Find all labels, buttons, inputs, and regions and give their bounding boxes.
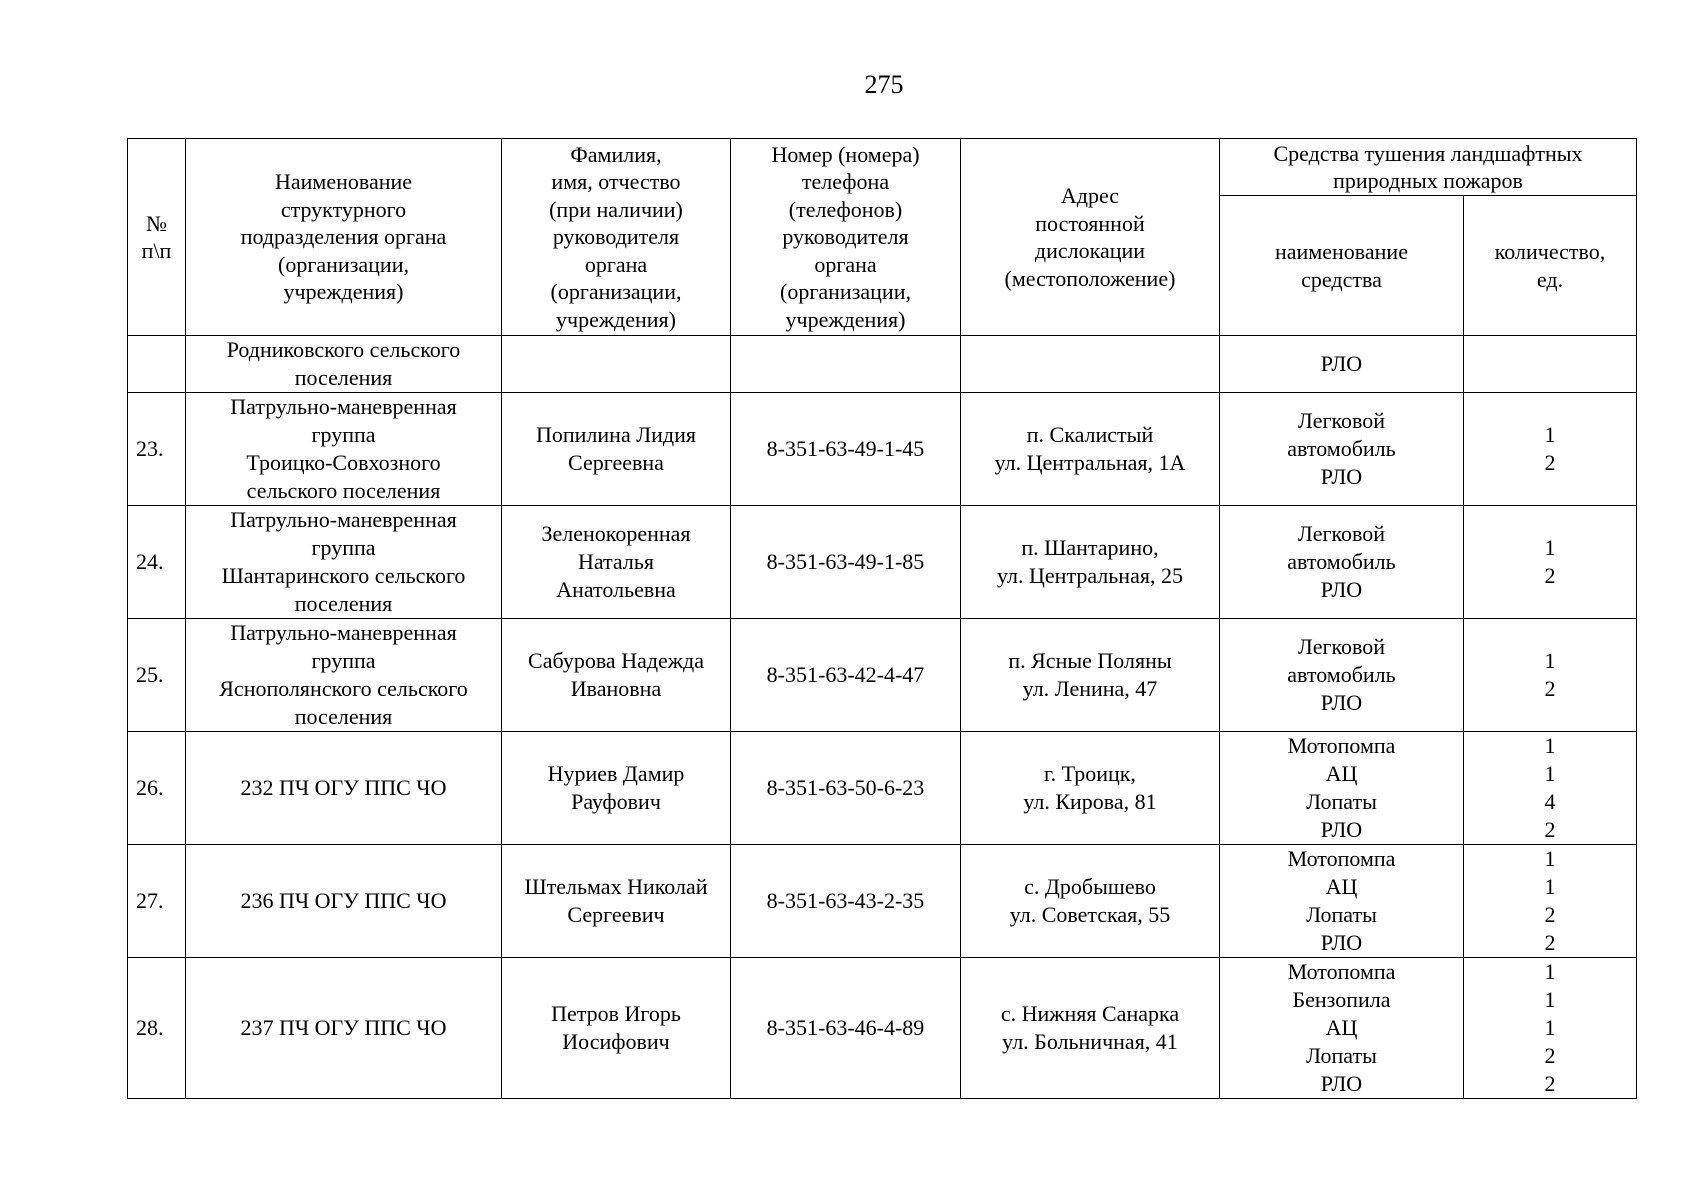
cell-line: ул. Кирова, 81 xyxy=(1023,789,1157,814)
cell-line: 2 xyxy=(1544,817,1556,842)
cell-line: 1 xyxy=(1544,648,1556,673)
cell-line: Мотопомпа xyxy=(1287,733,1396,758)
cell-head xyxy=(502,336,731,393)
header-line: (организации, xyxy=(278,251,409,277)
cell-head xyxy=(502,845,731,958)
cell-line: 2 xyxy=(1544,450,1556,475)
cell-line: Нуриев Дамир xyxy=(547,761,685,786)
cell-line: 1 xyxy=(1544,959,1556,984)
cell-qty xyxy=(1464,393,1637,506)
cell-phone xyxy=(731,619,961,732)
cell-line: ул. Центральная, 25 xyxy=(997,563,1183,588)
cell-line: Троицко-Совхозного xyxy=(246,450,441,475)
fire-means-table xyxy=(127,138,1637,1099)
cell-line: Штельмах Николай xyxy=(524,874,708,899)
cell-line: Попилина Лидия xyxy=(535,422,696,447)
cell-line: Мотопомпа xyxy=(1287,959,1396,984)
cell-line: РЛО xyxy=(1320,351,1363,376)
cell-line: п. Шантарино, xyxy=(1021,535,1159,560)
cell-line: группа xyxy=(311,422,376,447)
header-line: учреждения) xyxy=(785,306,906,332)
cell-line: п. Скалистый xyxy=(1026,422,1154,447)
cell-line: Лопаты xyxy=(1306,789,1377,814)
cell-line: 237 ПЧ ОГУ ППС ЧО xyxy=(240,1015,447,1040)
cell-num: 27. xyxy=(128,845,186,958)
cell-line: 8-351-63-43-2-35 xyxy=(766,888,925,913)
cell-line: ул. Советская, 55 xyxy=(1009,902,1171,927)
cell-line: 1 xyxy=(1544,535,1556,560)
cell-unit xyxy=(186,845,502,958)
header-line: руководителя xyxy=(782,224,909,250)
cell-line: 236 ПЧ ОГУ ППС ЧО xyxy=(240,888,447,913)
header-line: № xyxy=(146,210,167,236)
cell-line: ул. Ленина, 47 xyxy=(1022,676,1158,701)
cell-line: АЦ xyxy=(1325,761,1358,786)
cell-address xyxy=(961,393,1220,506)
cell-line: Зеленокоренная xyxy=(541,521,691,546)
cell-line: РЛО xyxy=(1320,690,1363,715)
header-line: ед. xyxy=(1536,266,1564,292)
header-line: учреждения) xyxy=(283,279,404,305)
cell-line: РЛО xyxy=(1320,1071,1363,1096)
header-line: подразделения органа xyxy=(240,224,447,250)
cell-line: Мотопомпа xyxy=(1287,846,1396,871)
cell-address xyxy=(961,506,1220,619)
cell-line: Рауфович xyxy=(571,789,661,814)
cell-address xyxy=(961,958,1220,1099)
cell-line: Сергеевна xyxy=(568,450,664,475)
cell-line: 2 xyxy=(1544,930,1556,955)
header-phone xyxy=(731,139,961,336)
header-num xyxy=(128,139,186,336)
cell-line: 1 xyxy=(1544,761,1556,786)
header-line: количество, xyxy=(1494,239,1606,264)
cell-line: 1 xyxy=(1544,987,1556,1012)
cell-line: поселения xyxy=(294,365,393,390)
cell-line: 8-351-63-50-6-23 xyxy=(766,775,925,800)
header-line: структурного xyxy=(280,196,407,222)
cell-phone xyxy=(731,958,961,1099)
cell-means xyxy=(1220,393,1464,506)
table-row xyxy=(128,958,1637,1099)
cell-line: Сергеевич xyxy=(567,902,665,927)
cell-line: Лопаты xyxy=(1306,1043,1377,1068)
cell-num xyxy=(128,336,186,393)
cell-line: 1 xyxy=(1544,874,1556,899)
header-line: Адрес xyxy=(1060,183,1120,208)
cell-unit xyxy=(186,732,502,845)
cell-line: РЛО xyxy=(1320,464,1363,489)
cell-line: РЛО xyxy=(1320,930,1363,955)
page-number: 275 xyxy=(864,70,904,99)
cell-line: Легковой xyxy=(1297,408,1386,433)
cell-line: Легковой xyxy=(1297,521,1386,546)
header-means-group xyxy=(1220,139,1637,196)
cell-address xyxy=(961,732,1220,845)
cell-line: Яснополянского сельского xyxy=(219,676,468,701)
table-row xyxy=(128,845,1637,958)
cell-line: 2 xyxy=(1544,563,1556,588)
header-line: Наименование xyxy=(274,169,413,195)
cell-line: 2 xyxy=(1544,676,1556,701)
cell-line: с. Нижняя Санарка xyxy=(1000,1001,1180,1026)
cell-line: 1 xyxy=(1544,422,1556,447)
header-line: дислокации xyxy=(1034,238,1146,263)
cell-line: 8-351-63-42-4-47 xyxy=(766,662,925,687)
cell-line: 1 xyxy=(1544,1015,1556,1040)
cell-line: Сабурова Надежда xyxy=(528,648,704,673)
cell-line: АЦ xyxy=(1325,1015,1358,1040)
cell-head xyxy=(502,393,731,506)
header-head xyxy=(502,139,731,336)
cell-num: 24. xyxy=(128,506,186,619)
header-line: Средства тушения ландшафтных xyxy=(1273,140,1583,166)
cell-line: 1 xyxy=(1544,846,1556,871)
cell-line: АЦ xyxy=(1325,874,1358,899)
cell-line: Иосифович xyxy=(562,1029,670,1054)
cell-means xyxy=(1220,506,1464,619)
cell-means xyxy=(1220,958,1464,1099)
header-address xyxy=(961,139,1220,336)
cell-line: 8-351-63-46-4-89 xyxy=(766,1015,925,1040)
cell-line: автомобиль xyxy=(1287,436,1396,461)
cell-line: п. Ясные Поляны xyxy=(1008,648,1172,673)
cell-num: 25. xyxy=(128,619,186,732)
header-line: наименование xyxy=(1275,239,1408,264)
header-means-name xyxy=(1220,196,1464,336)
cell-line: РЛО xyxy=(1320,577,1363,602)
cell-phone xyxy=(731,336,961,393)
cell-line: ул. Больничная, 41 xyxy=(1002,1029,1178,1054)
header-line: постоянной xyxy=(1035,210,1145,236)
table-row xyxy=(128,732,1637,845)
cell-qty xyxy=(1464,506,1637,619)
header-line: органа xyxy=(814,251,877,277)
cell-line: 2 xyxy=(1544,902,1556,927)
cell-line: Патрульно-маневренная xyxy=(230,620,457,645)
cell-line: 2 xyxy=(1544,1043,1556,1068)
cell-line: с. Дробышево xyxy=(1024,874,1156,899)
header-line: имя, отчество xyxy=(551,169,681,195)
cell-qty xyxy=(1464,958,1637,1099)
cell-qty xyxy=(1464,845,1637,958)
header-line: (организации, xyxy=(780,279,911,305)
header-line: (при наличии) xyxy=(549,196,683,222)
cell-line: 8-351-63-49-1-45 xyxy=(766,436,925,461)
header-unit xyxy=(186,139,502,336)
cell-address xyxy=(961,619,1220,732)
cell-line: Родниковского сельского xyxy=(226,337,461,362)
cell-line: группа xyxy=(311,535,376,560)
cell-line: Петров Игорь xyxy=(551,1001,681,1026)
cell-address xyxy=(961,336,1220,393)
table-row xyxy=(128,393,1637,506)
cell-line: Анатольевна xyxy=(556,577,676,602)
cell-head xyxy=(502,506,731,619)
cell-line: 8-351-63-49-1-85 xyxy=(766,549,925,574)
header-line: (местоположение) xyxy=(1004,265,1176,291)
cell-qty xyxy=(1464,732,1637,845)
header-line: Фамилия, xyxy=(570,141,662,167)
cell-line: Лопаты xyxy=(1306,902,1377,927)
header-line: природных пожаров xyxy=(1333,168,1523,193)
cell-line: г. Троицк, xyxy=(1044,761,1136,786)
cell-line: поселения xyxy=(294,591,393,616)
cell-line: Наталья xyxy=(577,549,655,574)
cell-line: ул. Центральная, 1А xyxy=(994,450,1186,475)
cell-line: 232 ПЧ ОГУ ППС ЧО xyxy=(240,775,447,800)
cell-line: 4 xyxy=(1544,789,1556,814)
header-line: средства xyxy=(1301,266,1382,292)
cell-means xyxy=(1220,336,1464,393)
cell-line: Легковой xyxy=(1297,634,1386,659)
cell-unit xyxy=(186,619,502,732)
cell-means xyxy=(1220,732,1464,845)
cell-unit xyxy=(186,506,502,619)
header-line: Номер (номера) xyxy=(771,141,920,167)
header-line: органа xyxy=(584,251,648,277)
cell-phone xyxy=(731,506,961,619)
cell-line: автомобиль xyxy=(1287,662,1396,687)
cell-phone xyxy=(731,393,961,506)
header-means-qty xyxy=(1464,196,1637,336)
cell-unit xyxy=(186,336,502,393)
header-line: учреждения) xyxy=(556,306,676,332)
cell-means xyxy=(1220,845,1464,958)
cell-line: Патрульно-маневренная xyxy=(230,394,457,419)
cell-means xyxy=(1220,619,1464,732)
cell-address xyxy=(961,845,1220,958)
table-row xyxy=(128,619,1637,732)
table-row xyxy=(128,336,1637,393)
cell-num: 26. xyxy=(128,732,186,845)
cell-line: поселения xyxy=(294,704,393,729)
cell-line: группа xyxy=(311,648,376,673)
cell-line: 1 xyxy=(1544,733,1556,758)
cell-line: Шантаринского сельского xyxy=(221,563,466,588)
header-line: (телефонов) xyxy=(788,196,903,222)
cell-line: Ивановна xyxy=(570,676,662,701)
cell-line: РЛО xyxy=(1320,817,1363,842)
cell-qty xyxy=(1464,619,1637,732)
cell-phone xyxy=(731,732,961,845)
cell-unit xyxy=(186,958,502,1099)
header-line: руководителя xyxy=(552,224,680,250)
cell-head xyxy=(502,732,731,845)
cell-line: автомобиль xyxy=(1287,549,1396,574)
cell-line: 2 xyxy=(1544,1071,1556,1096)
header-line: телефона xyxy=(801,169,890,195)
cell-num: 23. xyxy=(128,393,186,506)
cell-line: Патрульно-маневренная xyxy=(230,507,457,532)
cell-qty xyxy=(1464,336,1637,393)
cell-line: сельского поселения xyxy=(246,478,441,503)
header-line: (организации, xyxy=(550,279,682,305)
cell-line: Бензопила xyxy=(1292,987,1391,1012)
table-row xyxy=(128,506,1637,619)
cell-phone xyxy=(731,845,961,958)
cell-unit xyxy=(186,393,502,506)
cell-head xyxy=(502,958,731,1099)
cell-head xyxy=(502,619,731,732)
header-line: п\п xyxy=(141,238,172,263)
cell-num: 28. xyxy=(128,958,186,1099)
